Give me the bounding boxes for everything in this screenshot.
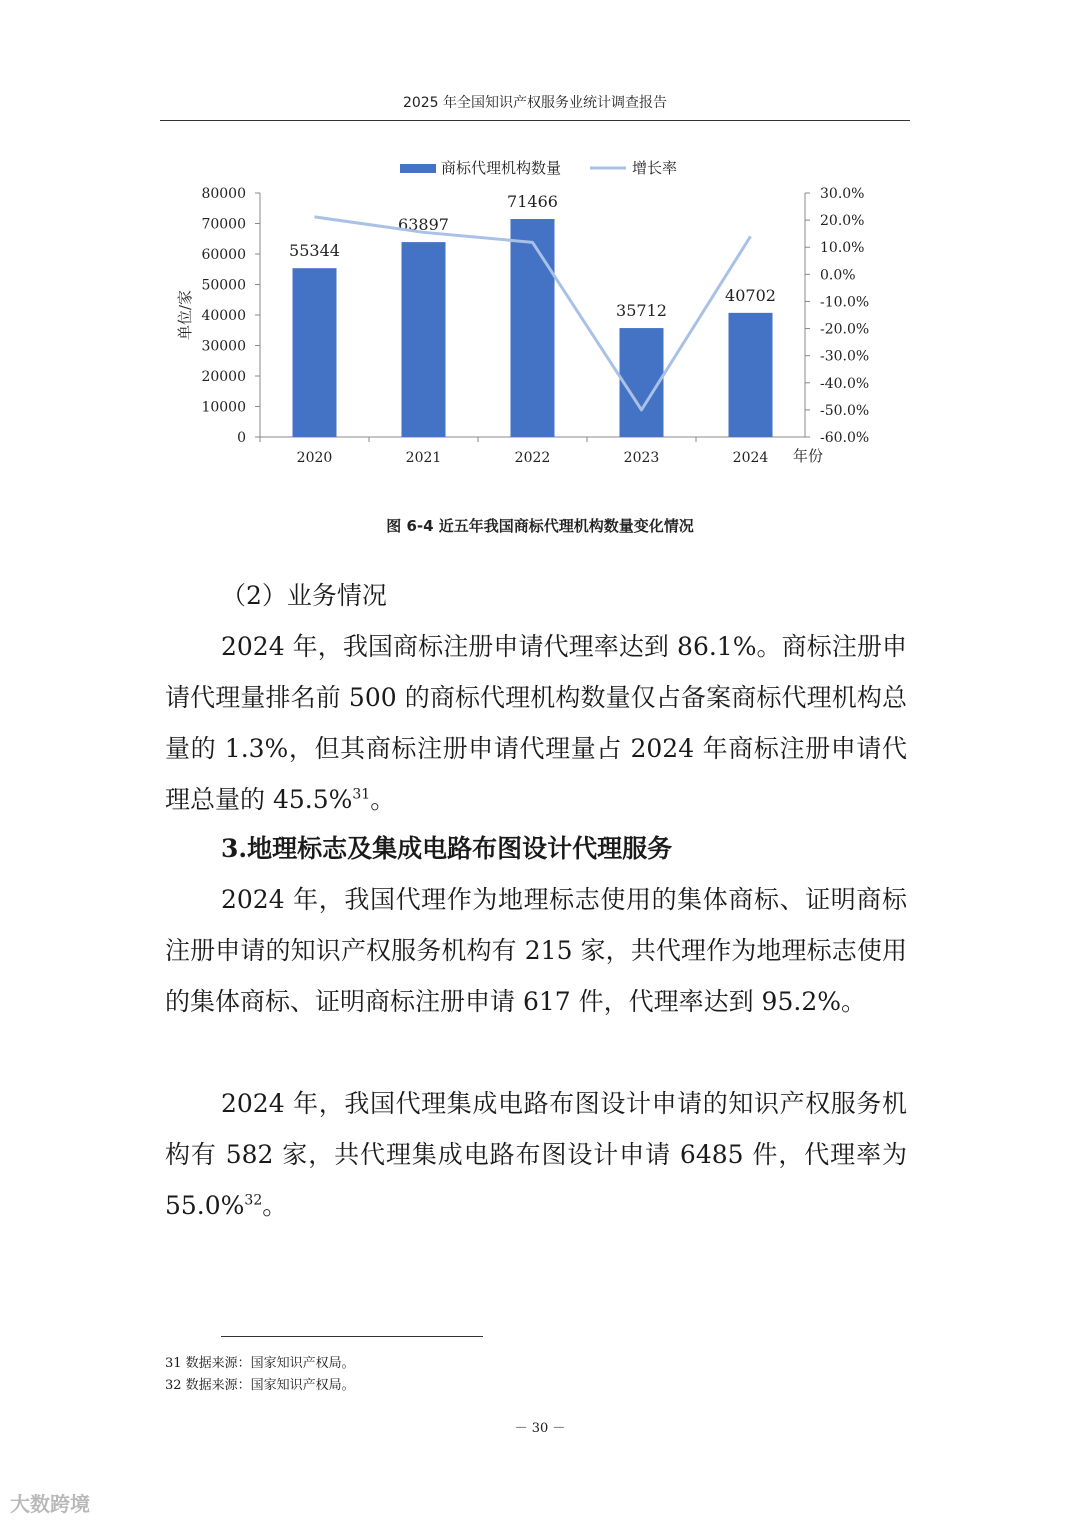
paragraph-end: 。: [370, 785, 396, 814]
x-tick-label: 2024: [732, 450, 769, 466]
bar: [729, 313, 773, 437]
y-tick-label: 20000: [201, 369, 246, 385]
bar-data-label: 35712: [616, 301, 667, 321]
paragraph-ic-layout: [165, 1078, 907, 1231]
y-tick-label: 10000: [201, 399, 246, 416]
footnote-31: 31 数据来源：国家知识产权局。: [165, 1356, 355, 1371]
footnote-divider: [221, 1336, 483, 1337]
y-axis-label: 单位/家: [176, 289, 194, 341]
bar-data-label: 55344: [289, 241, 340, 261]
page-header: 2025 年全国知识产权服务业统计调查报告: [402, 95, 668, 111]
bar-data-label: 63897: [398, 215, 449, 235]
x-tick-label: 2020: [296, 450, 333, 466]
y2-tick-label: -40.0%: [820, 375, 870, 392]
paragraph-trademark-agency: [165, 621, 907, 825]
y-tick-label: 50000: [201, 277, 246, 294]
trademark-agency-chart: [150, 150, 870, 480]
y2-tick-label: -10.0%: [820, 294, 870, 311]
paragraph-text: 2024 年，我国代理集成电路布图设计申请的知识产权服务机构有 582 家，共代理集成电路布图设计申请 6485 件，代理率为 55.0%: [165, 1089, 907, 1220]
y2-tick-label: -20.0%: [820, 321, 870, 338]
bar: [402, 242, 446, 437]
legend-line-label: 增长率: [632, 159, 678, 177]
legend-bar-swatch: [400, 164, 436, 173]
bar-data-label: 71466: [507, 192, 558, 212]
bar: [511, 219, 555, 437]
x-axis-label: 年份: [793, 447, 824, 465]
header-divider: [160, 120, 910, 121]
legend-bar-label: 商标代理机构数量: [441, 159, 562, 177]
section-heading-gi-ic: 3.地理标志及集成电路布图设计代理服务: [221, 834, 673, 863]
y2-tick-label: 20.0%: [820, 213, 865, 230]
footnote-ref: 31: [352, 786, 371, 803]
y-tick-label: 70000: [201, 216, 246, 233]
y2-tick-label: -60.0%: [820, 430, 870, 446]
footnote-32: 32 数据来源：国家知识产权局。: [165, 1378, 355, 1393]
y2-tick-label: 0.0%: [820, 267, 856, 284]
watermark-logo: 大数跨境: [10, 1492, 90, 1516]
footnote-ref: 32: [244, 1192, 263, 1209]
paragraph-end: 。: [262, 1191, 288, 1220]
figure-caption: 图 6-4 近五年我国商标代理机构数量变化情况: [386, 517, 694, 535]
y-tick-label: 80000: [201, 186, 246, 202]
y2-tick-label: 30.0%: [820, 186, 865, 202]
bar-data-label: 40702: [725, 285, 776, 305]
y-tick-label: 30000: [201, 338, 246, 355]
x-tick-label: 2022: [514, 450, 551, 466]
y2-tick-label: 10.0%: [820, 240, 865, 257]
y2-tick-label: -50.0%: [820, 402, 870, 419]
bar: [620, 328, 664, 437]
x-tick-label: 2023: [623, 450, 660, 466]
y-tick-label: 60000: [201, 247, 246, 263]
section-heading-business: （2）业务情况: [221, 581, 387, 610]
bar: [293, 268, 337, 437]
paragraph-text: 2024 年，我国商标注册申请代理率达到 86.1%。商标注册申请代理量排名前 500 的商标代理机构数量仅占备案商标代理机构总量的 1.3%，但其商标注册申请代理量占 2024 年商标注册申请代理总量的 45.5%: [165, 632, 907, 814]
x-tick-label: 2021: [405, 450, 442, 466]
paragraph-geographical-indication: 2024 年，我国代理作为地理标志使用的集体商标、证明商标注册申请的知识产权服务机构有 215 家，共代理作为地理标志使用的集体商标、证明商标注册申请 617 件，代理率达到 95.2%。: [165, 885, 907, 1016]
page-number: － 30 －: [514, 1421, 566, 1436]
y-tick-label: 0: [237, 430, 246, 446]
y-tick-label: 40000: [201, 308, 246, 324]
y2-tick-label: -30.0%: [820, 348, 870, 365]
